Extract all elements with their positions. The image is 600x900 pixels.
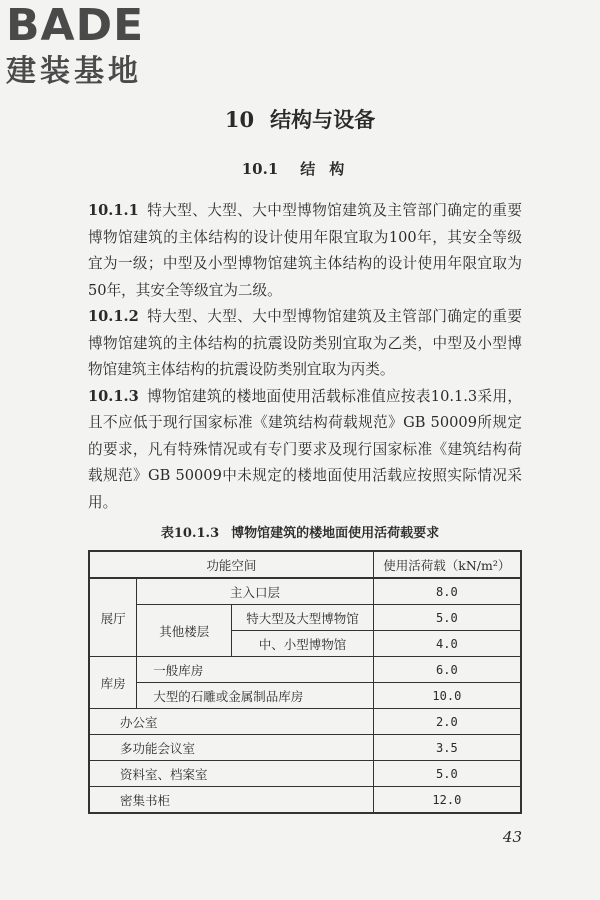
group-storage: 库房	[89, 657, 137, 709]
row-label: 资料室、档案室	[89, 761, 373, 787]
clause-10-1-1	[88, 198, 522, 304]
table-row	[89, 735, 521, 761]
logo-subtitle: 建装基地	[6, 54, 142, 89]
table-row	[89, 657, 521, 683]
row-value: 12.0	[373, 787, 521, 814]
clause-text: 特大型、大型、大中型博物馆建筑及主管部门确定的重要博物馆建筑的主体结构的抗震设防类别宜取为乙类，中型及小型博物馆建筑主体结构的抗震设防类别宜取为丙类。	[88, 308, 522, 378]
publisher-logo	[6, 2, 178, 90]
section-title	[0, 158, 600, 179]
row-label: 一般库房	[137, 657, 374, 683]
body-text	[88, 198, 522, 516]
table-row	[89, 578, 521, 605]
row-label: 办公室	[89, 709, 373, 735]
row-value: 2.0	[373, 709, 521, 735]
chapter-name: 结构与设备	[270, 107, 376, 132]
page-number: 43	[502, 828, 522, 846]
section-number: 10.1	[241, 160, 279, 178]
row-label: 密集书柜	[89, 787, 373, 814]
header-space: 功能空间	[89, 551, 373, 578]
clause-number: 10.1.2	[88, 308, 139, 325]
clause-text: 博物馆建筑的楼地面使用活载标准值应按表10.1.3采用，且不应低于现行国家标准《建筑结构荷载规范》GB 50009所规定的要求，凡有特殊情况或有专门要求及现行国家标准《建筑结构荷载规范》GB 50009中未规定的楼地面使用活载应按照实际情况采用。	[88, 387, 522, 511]
row-value: 4.0	[373, 631, 521, 657]
table-caption	[0, 522, 600, 541]
group-hall: 展厅	[89, 578, 137, 657]
row-label: 大型的石雕或金属制品库房	[137, 683, 374, 709]
clause-text: 特大型、大型、大中型博物馆建筑及主管部门确定的重要博物馆建筑的主体结构的设计使用年限宜取为100年，其安全等级宜为一级；中型及小型博物馆建筑主体结构的设计使用年限宜取为50年，其安全等级宜为二级。	[88, 202, 522, 299]
table-header-row	[89, 551, 521, 578]
logo-brand: BADE	[6, 0, 145, 51]
clause-number: 10.1.1	[88, 202, 139, 219]
row-value: 3.5	[373, 735, 521, 761]
table-caption-number: 表10.1.3	[160, 526, 220, 541]
row-label: 多功能会议室	[89, 735, 373, 761]
row-value: 10.0	[373, 683, 521, 709]
table-caption-title: 博物馆建筑的楼地面使用活荷载要求	[231, 526, 440, 541]
table-row	[89, 683, 521, 709]
chapter-number: 10	[224, 107, 255, 132]
table-row	[89, 787, 521, 814]
row-label: 特大型及大型博物馆	[232, 605, 374, 631]
subgroup-other-floors: 其他楼层	[137, 605, 232, 657]
clause-number: 10.1.3	[88, 387, 139, 405]
row-value: 8.0	[373, 578, 521, 605]
row-label: 主入口层	[137, 578, 374, 605]
live-load-table	[88, 550, 522, 814]
table-row	[89, 709, 521, 735]
table-row	[89, 761, 521, 787]
row-value: 5.0	[373, 605, 521, 631]
clause-10-1-2	[88, 304, 522, 384]
header-load: 使用活荷载（kN/m²）	[373, 551, 521, 578]
table-row	[89, 605, 521, 631]
section-name: 结构	[300, 160, 359, 178]
row-label: 中、小型博物馆	[232, 631, 374, 657]
chapter-title	[0, 104, 600, 134]
clause-10-1-3	[88, 384, 522, 517]
row-value: 5.0	[373, 761, 521, 787]
row-value: 6.0	[373, 657, 521, 683]
